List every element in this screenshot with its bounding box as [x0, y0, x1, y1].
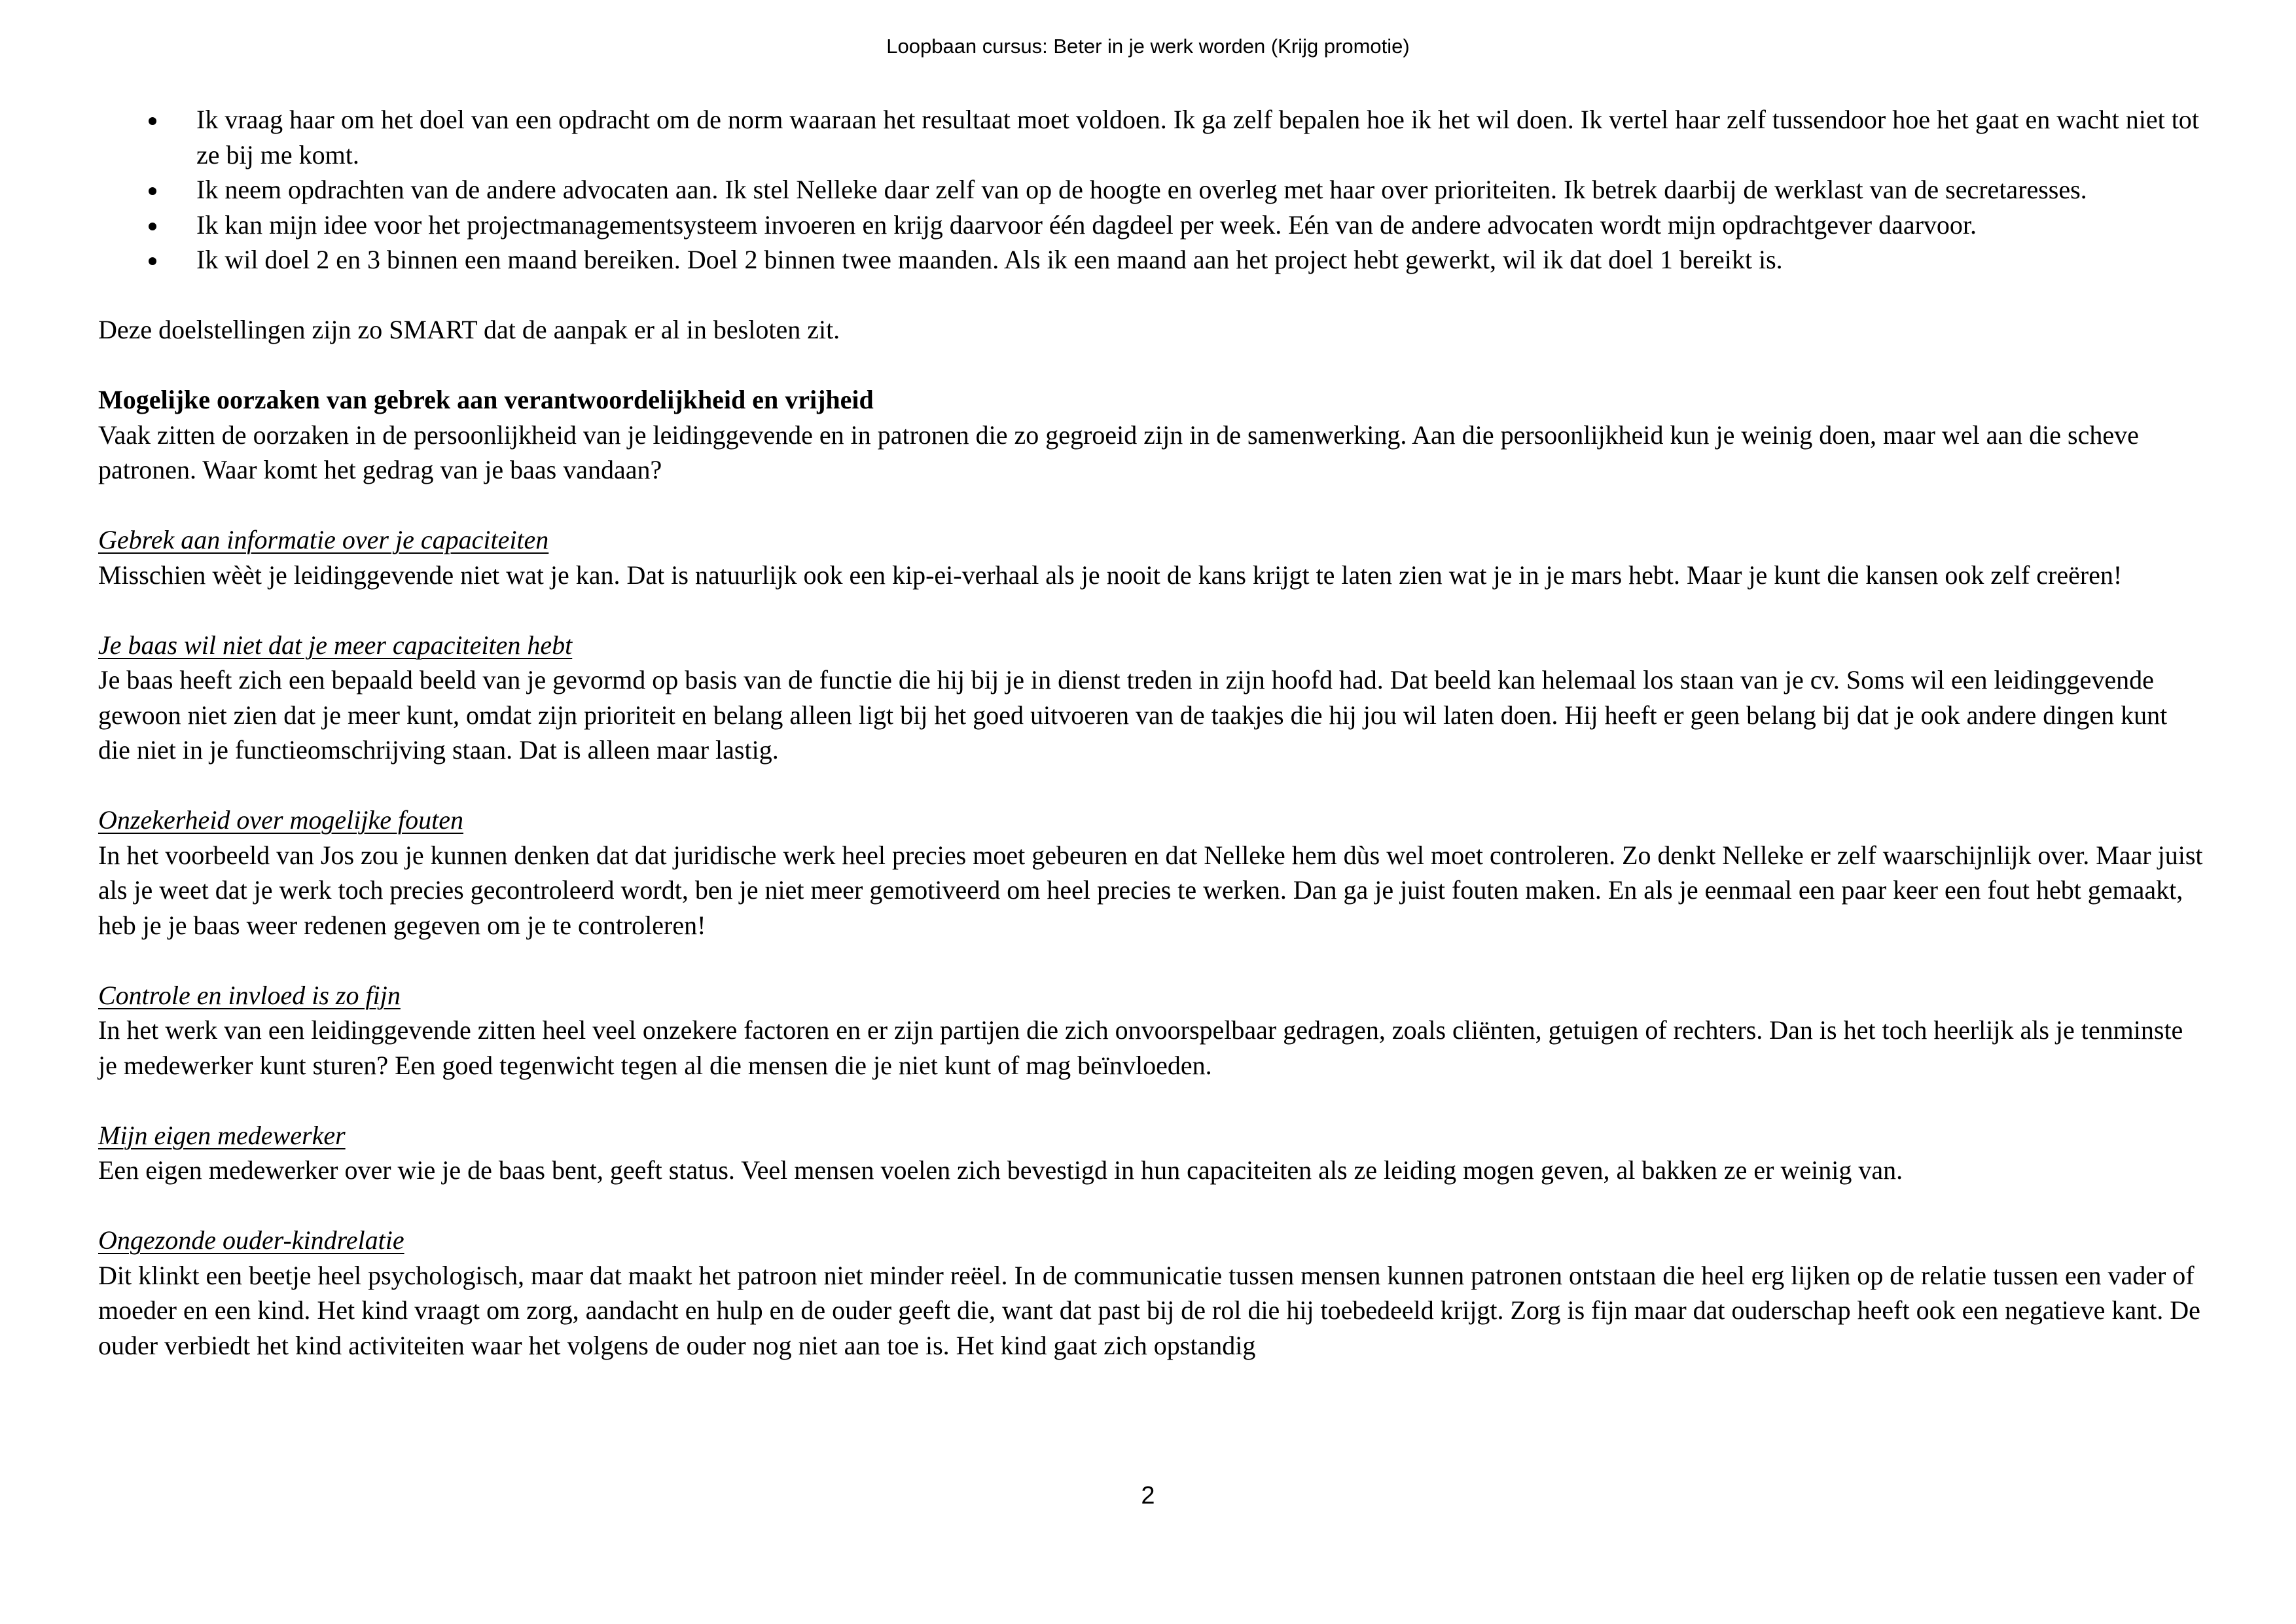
paragraph-gap [98, 278, 2206, 313]
paragraph-gap [98, 1083, 2206, 1118]
goals-bullet-list [98, 102, 2206, 278]
bullet-text: Ik wil doel 2 en 3 binnen een maand bereiken. Doel 2 binnen twee maanden. Als ik een maand aan het project hebt gewerkt, wil ik dat doel 1 bereikt is. [196, 245, 1783, 274]
subsection-paragraph: Dit klinkt een beetje heel psychologisch, maar dat maakt het patroon niet minder reëel. In de communicatie tussen mensen kunnen patronen ontstaan die heel erg lijken op de relatie tussen een vader of moeder en een kind. Het kind vraagt om zorg, aandacht en hulp en de ouder geeft die, want dat past bij de rol die hij toebedeeld krijgt. Zorg is fijn maar dat ouderschap heeft ook een negatieve kant. De ouder verbiedt het kind activiteiten waar het volgens de ouder nog niet aan toe is. Het kind gaat zich opstandig [98, 1260, 2200, 1360]
smart-note-paragraph: Deze doelstellingen zijn zo SMART dat de aanpak er al in besloten zit. [98, 315, 840, 344]
page-number: 2 [1141, 1482, 1155, 1509]
bullet-icon [149, 187, 156, 195]
paragraph-gap [98, 488, 2206, 523]
subsection-heading: Onzekerheid over mogelijke fouten [98, 805, 463, 835]
paragraph-gap [98, 768, 2206, 803]
bullet-text: Ik vraag haar om het doel van een opdracht om de norm waaraan het resultaat moet voldoen. Ik ga zelf bepalen hoe ik het wil doen. Ik vertel haar zelf tussendoor hoe het gaat en wacht niet tot ze bij me komt. [196, 105, 2199, 170]
bullet-text: Ik kan mijn idee voor het projectmanagementsysteem invoeren en krijg daarvoor één dagdeel per week. Eén van de andere advocaten wordt mijn opdrachtgever daarvoor. [196, 209, 1977, 240]
bullet-item [98, 208, 2206, 243]
bullet-icon [149, 117, 156, 125]
paragraph-gap [98, 348, 2206, 383]
subsection-paragraph: Een eigen medewerker over wie je de baas bent, geeft status. Veel mensen voelen zich bevestigd in hun capaciteiten als ze leiding mogen geven, al bakken ze er weinig van. [98, 1155, 1903, 1185]
subsection-paragraph: In het voorbeeld van Jos zou je kunnen denken dat dat juridische werk heel precies moet gebeuren en dat Nelleke hem dùs wel moet controleren. Zo denkt Nelleke er zelf waarschijnlijk over. Maar juist als je weet dat je werk toch precies gecontroleerd wordt, ben je niet meer gemotiveerd om heel precies te werken. Dan ga je juist fouten maken. En als je eenmaal een paar keer een fout hebt gemaakt, heb je je baas weer redenen gegeven om je te controleren! [98, 840, 2203, 940]
paragraph-gap [98, 1188, 2206, 1223]
bullet-icon [149, 257, 156, 265]
subsection-heading: Gebrek aan informatie over je capaciteiten [98, 525, 549, 554]
running-header: Loopbaan cursus: Beter in je werk worden (Krijg promotie) [886, 35, 1410, 58]
bullet-text: Ik neem opdrachten van de andere advocaten aan. Ik stel Nelleke daar zelf van op de hoogte en overleg met haar over prioriteiten. Ik betrek daarbij de werklast van de secretaresses. [196, 175, 2087, 204]
subsection-paragraph: Misschien wèèt je leidinggevende niet wat je kan. Dat is natuurlijk ook een kip-ei-verhaal als je nooit de kans krijgt te laten zien wat je in je mars hebt. Maar je kunt die kansen ook zelf creëren! [98, 560, 2123, 590]
section-heading: Mogelijke oorzaken van gebrek aan verantwoordelijkheid en vrijheid [98, 385, 874, 414]
paragraph-gap [98, 943, 2206, 978]
subsection-heading: Je baas wil niet dat je meer capaciteiten hebt [98, 630, 573, 660]
subsection-heading: Mijn eigen medewerker [98, 1120, 346, 1150]
bullet-icon [149, 223, 156, 230]
subsection-heading: Controle en invloed is zo fijn [98, 980, 401, 1010]
subsection-paragraph: Je baas heeft zich een bepaald beeld van je gevormd op basis van de functie die hij bij je in dienst treden in zijn hoofd had. Dat beeld kan helemaal los staan van je cv. Soms wil een leidinggevende gewoon niet zien dat je meer kunt, omdat zijn prioriteit en belang alleen ligt bij het goed uitvoeren van de taakjes die hij jou wil laten doen. Hij heeft er geen belang bij dat je ook andere dingen kunt die niet in je functieomschrijving staan. Dat is alleen maar lastig. [98, 665, 2168, 765]
subsection-paragraph: In het werk van een leidinggevende zitten heel veel onzekere factoren en er zijn partijen die zich onvoorspelbaar gedragen, zoals cliënten, getuigen of rechters. Dan is het toch heerlijk als je tenminste je medewerker kunt sturen? Een goed tegenwicht tegen al die mensen die je niet kunt of mag beïnvloeden. [98, 1015, 2183, 1080]
bullet-item [98, 172, 2206, 208]
bullet-item [98, 242, 2206, 278]
paragraph-gap [98, 592, 2206, 628]
section-intro-paragraph: Vaak zitten de oorzaken in de persoonlijkheid van je leidinggevende en in patronen die zo gegroeid zijn in de samenwerking. Aan die persoonlijkheid kun je weinig doen, maar wel aan die scheve patronen. Waar komt het gedrag van je baas vandaan? [98, 420, 2139, 484]
document-body [98, 102, 2206, 1363]
subsection-heading: Ongezonde ouder-kindrelatie [98, 1225, 404, 1255]
bullet-item [98, 102, 2206, 172]
